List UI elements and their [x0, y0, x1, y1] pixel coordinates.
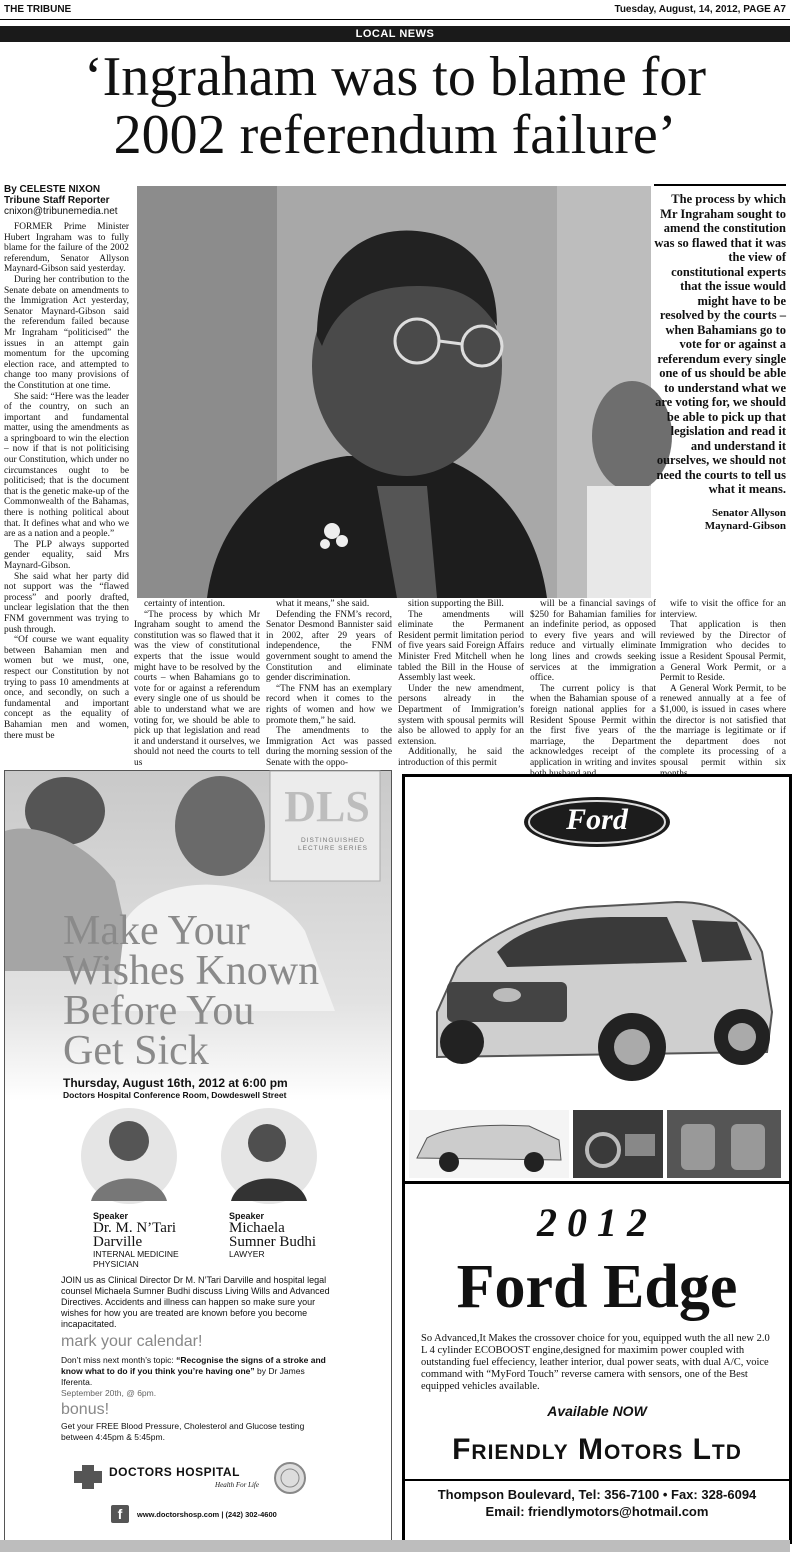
ford-body-text: So Advanced,It Makes the crossover choice for you, equipped wuth the all new 2.0 L 4 cylinder ECOBOOST engine,designed for maximim power coupled with outstanding fuel effeciency, leather interior, dual power seats, with dual A/C, voice command with “MyFord Touch” reverse camera with sensors, one of the Best equipped vehicles available.	[421, 1333, 770, 1392]
article-column-4	[398, 599, 524, 771]
ad-title-line-2: Wishes Known	[63, 948, 320, 994]
hospital-cross-icon	[71, 1463, 105, 1491]
speaker-2-tag: Speaker	[229, 1211, 265, 1221]
senator-photo-illustration	[137, 186, 651, 598]
model-name: Ford Edge	[456, 1253, 738, 1321]
doctors-hospital-ad	[4, 770, 392, 1542]
mark-calendar-heading: mark your calendar!	[61, 1333, 203, 1350]
dealer-contact: Thompson Boulevard, Tel: 356-7100 • Fax: 328-6094	[437, 1487, 757, 1502]
article-paragraph: During her contribution to the Senate debate on amendments to the Immigration Act yesterday, Senator Maynard-Gibson said the referendum failed because Mr Ingraham “politicised” the issues in an attempt gain momentum for the upcoming election race, and attempted to change too many provisions of the Constitution at one time.	[4, 274, 129, 391]
article-paragraph: sition supporting the Bill.	[408, 599, 504, 609]
article-paragraph: what it means,” she said.	[276, 599, 370, 609]
article-paragraph: The amendments will eliminate the Permanent Resident permit limitation period of five years said Foreign Affairs Minister Fred Mitchell when he tabled the Bill in the House of Assembly last week.	[398, 609, 524, 684]
facebook-icon[interactable]: f	[111, 1505, 129, 1523]
hospital-name: DOCTORS HOSPITAL	[109, 1465, 240, 1479]
headline-line-2: 2002 referendum failure’	[113, 104, 677, 166]
ad-title	[63, 908, 383, 1074]
ad-title-line-4: Get Sick	[63, 1028, 209, 1074]
hospital-tagline: Health For Life	[215, 1481, 259, 1489]
article-paragraph: She said what her party did not support was the “flawed process” and poorly drafted, unclear legislation that the then FNM government was trying to push through.	[4, 571, 129, 635]
article-paragraph: The current policy is that when the Bahamian spouse of a foreign national applies for a Resident Spouse Permit within the first five years of the marriage, the Department acknowledges receipt of the application in writing and invites	[530, 683, 656, 768]
speaker-1	[93, 1211, 213, 1269]
article-column-3	[266, 599, 392, 771]
mark-date: September 20th, @ 6pm.	[61, 1388, 157, 1398]
join-text: JOIN us as Clinical Director Dr M. N’Tari Darville and hospital legal counsel Michaela Sumner Budhi discuss Living Wills and Advanced Directives. Accidents and illness can happen so make sure your wishes for how you are treated are known before you become incapacitated.	[61, 1275, 330, 1329]
article-paragraph: wife to visit the office for an interview.	[660, 599, 786, 620]
event-place: Doctors Hospital Conference Room, Dowdeswell Street	[63, 1090, 287, 1100]
headline-line-1: ‘Ingraham was to blame for	[84, 46, 706, 108]
dealer-divider	[405, 1479, 789, 1481]
article-column-5	[530, 599, 656, 771]
mark-topic: “Recognise the signs of a stroke and know what to do if you think you’re having one”	[61, 1355, 326, 1376]
speaker-2-name-1: Michaela	[229, 1220, 285, 1236]
dealer-email: Email: friendlymotors@hotmail.com	[485, 1504, 709, 1519]
article-paragraph: The PLP always supported gender equality, said Mrs Maynard-Gibson.	[4, 539, 129, 571]
car-side-view-thumbnail	[409, 1110, 569, 1178]
article-paragraph: certainty of intention.	[144, 599, 225, 609]
speaker-2	[229, 1211, 369, 1259]
pull-quote-text: The process by which Mr Ingraham sought to amend the constitution was so flawed that it was the view of constitutional experts that the issue would might have to be resolved by the courts – when Bahamians go to vote for or against a referendum every single one of us should be able to understand what we are voting for, we should be able to pick up that legislation and read it and understand it ourselves, we should not need the courts to tell us what it means.	[654, 192, 786, 496]
pull-quote-attribution	[654, 507, 786, 533]
page-footer-bar	[0, 1540, 790, 1552]
ford-edge-ad	[402, 774, 792, 1544]
article-paragraph: “Of course we want equality between Bahamian men and women but we must, one, respect our Constitution by not trying to pass 10 amendments at once, and secondly, on such a fundamental and important concept as the equality of Bahamian men and women, there must be	[4, 635, 129, 741]
mark-calendar-text	[61, 1355, 337, 1399]
pull-quote-name-1: Senator Allyson	[711, 506, 786, 519]
byline	[4, 184, 129, 217]
article-paragraph: Additionally, he said the introduction of this permit	[398, 747, 524, 768]
dls-caption: DISTINGUISHED LECTURE SERIES	[298, 837, 368, 852]
speaker-1-name-2: Darville	[93, 1234, 143, 1250]
mark-text-pre: Don’t miss next month’s topic:	[61, 1355, 177, 1365]
dealer-name: Friendly Motors Ltd	[452, 1433, 742, 1466]
speaker-2-portrait	[219, 1101, 319, 1211]
car-interior-seats-thumbnail	[667, 1110, 781, 1178]
bonus-heading: bonus!	[61, 1401, 110, 1418]
article-paragraph: The amendments to the Immigration Act was passed during the morning session of the Senate with the oppo-	[266, 726, 392, 768]
ad-title-line-1: Make Your	[63, 908, 250, 954]
header-rule	[0, 19, 790, 20]
ford-ad-divider	[405, 1181, 789, 1184]
article-paragraph: That application is then reviewed by the Director of Immigration who decides to issue a Resident Spousal Permit, a General Work Permit, or a Permit to Reside.	[660, 620, 786, 684]
article-column-1	[4, 222, 129, 770]
hospital-contact: www.doctorshosp.com | (242) 302-4600	[137, 1510, 277, 1519]
ad-title-line-3: Before You	[63, 988, 255, 1034]
accreditation-seal-icon	[273, 1461, 307, 1495]
speaker-1-name-1: Dr. M. N’Tari	[93, 1220, 177, 1236]
speaker-1-role-2: PHYSICIAN	[93, 1259, 139, 1269]
article-paragraph: will be a financial savings of $250 for Bahamian families for an indefinite period, as opposed to every five years and will reduce and virtually eliminate long lines and crowds seeking services at the immigration office.	[530, 599, 656, 684]
article-paragraph: She said: “Here was the leader of the country, on such an important and fundamental matter, using the amendments as a springboard to win the election – now if that is not politicising our Constitution, which under no circumstances ought to be politicised; that is the document that is the genetic make-up of the Commonwealth of the Bahamas, there is nothing political about that. It defines what and who we are as a nation and a people.”	[4, 391, 129, 540]
article-column-6	[660, 599, 786, 771]
article-paragraph: Under the new amendment, persons already in the Department of Immigration’s system with spousal permits will also be allowed to apply for an extension.	[398, 683, 524, 747]
article-paragraph: Defending the FNM’s record, Senator Desmond Bannister said in 2002, after 29 years of independence, the FNM government sought to amend the Constitution and eliminate gender discrimination.	[266, 609, 392, 684]
ford-edge-car-illustration	[417, 872, 775, 1102]
article-column-2	[134, 599, 260, 771]
article-paragraph: “The process by which Mr Ingraham sought to amend the constitution was so flawed that it was the view of constitutional experts that the issue would might have to be resolved by the courts – when Bahamians go to vote for or against a referendum every single one of us should be able to understand what we are voting for, we should be able to pick up that legislation and read it and understand it ourselves, we should not need the courts to tell us	[134, 609, 260, 768]
pull-quote	[654, 184, 786, 533]
speaker-2-role: LAWYER	[229, 1249, 265, 1259]
car-dashboard-thumbnail	[573, 1110, 663, 1178]
bonus-text: Get your FREE Blood Pressure, Cholesterol and Glucose testing between 4:45pm & 5:45pm.	[61, 1421, 305, 1442]
byline-role: Tribune Staff Reporter	[4, 195, 110, 206]
speaker-1-role-1: INTERNAL MEDICINE	[93, 1249, 179, 1259]
model-year: 2012	[537, 1200, 657, 1245]
ford-logo-text: Ford	[566, 803, 628, 836]
section-label: LOCAL NEWS	[0, 26, 790, 42]
event-date: Thursday, August 16th, 2012 at 6:00 pm	[63, 1076, 288, 1090]
speaker-1-tag: Speaker	[93, 1211, 129, 1221]
article-paragraph: “The FNM has an exemplary record when it comes to the rights of women and how we promote them,” he said.	[266, 683, 392, 726]
article-paragraph: A General Work Permit, to be renewed annually at a fee of $1,000, is issued in cases where the director is not satisfied that the marriage is legitimate or if the department does not complete its processing of a spousal permit within six	[660, 683, 786, 768]
available-now: Available NOW	[547, 1403, 647, 1419]
date-page: Tuesday, August, 14, 2012, PAGE A7	[614, 4, 786, 15]
mark-text-post: by Dr James Iferenta.	[61, 1366, 305, 1387]
pull-quote-name-2: Maynard-Gibson	[704, 519, 786, 532]
headline	[0, 48, 790, 164]
speaker-2-name-2: Sumner Budhi	[229, 1234, 317, 1250]
byline-name: By CELESTE NIXON	[4, 184, 101, 195]
byline-email: cnixon@tribunemedia.net	[4, 206, 118, 217]
speaker-1-portrait	[79, 1101, 179, 1211]
senator-photo	[137, 186, 651, 598]
dls-logo: DLS	[284, 782, 370, 831]
newspaper-name: THE TRIBUNE	[4, 4, 72, 15]
article-paragraph: FORMER Prime Minister Hubert Ingraham was to fully blame for the failure of the 2002 referendum, Senator Allyson Maynard-Gibson said yesterday.	[4, 222, 129, 275]
